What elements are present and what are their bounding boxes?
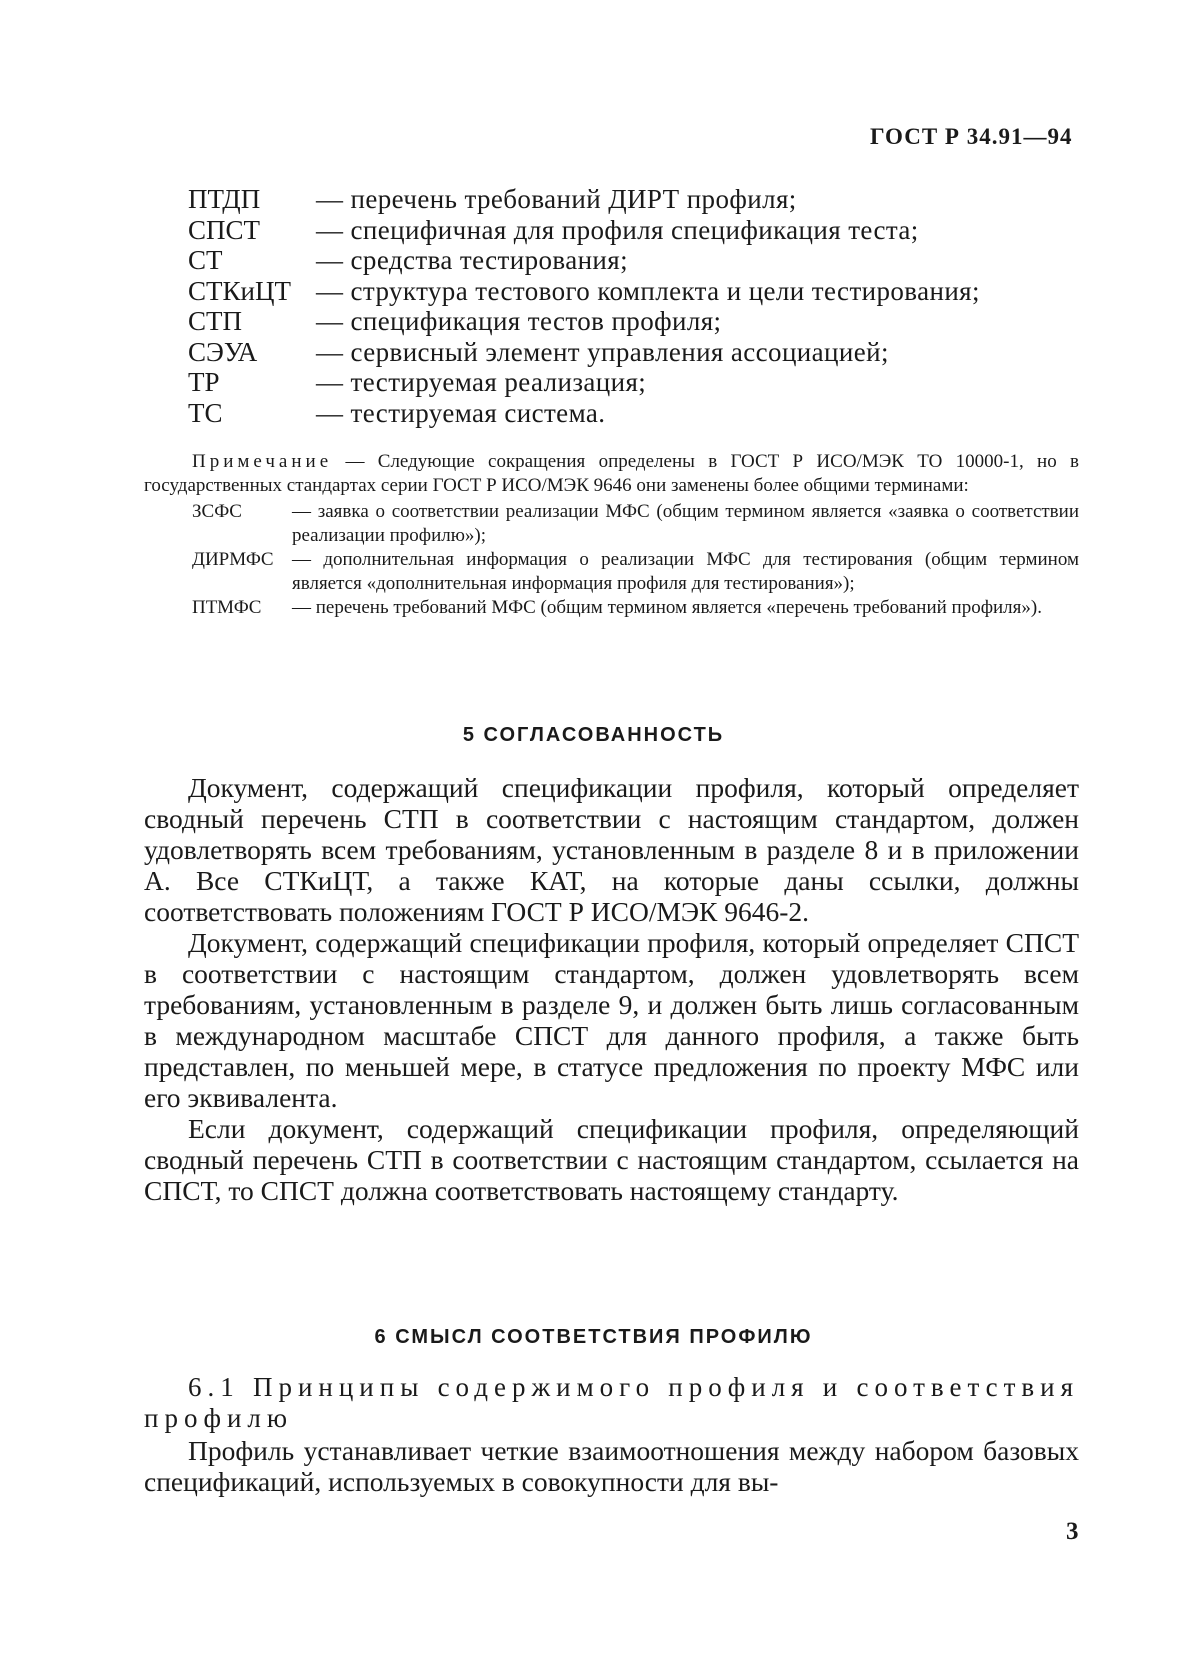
abbreviation-row bbox=[188, 215, 1088, 246]
abbreviation-row bbox=[188, 398, 1088, 429]
paragraph: Документ, содержащий спецификации профиля, который определяет СПСТ в соответствии с настоящим стандартом, должен удовлетворять всем требованиям, установленным в разделе 9, и должен быть лишь согласованным в международном масштабе СПСТ для данного профиля, а также быть представлен, по меньшей мере, в статусе предложения по проекту МФС или его эквивалента. bbox=[144, 927, 1079, 1113]
note-label: Примечание bbox=[192, 451, 333, 472]
abbreviation-row bbox=[188, 337, 1088, 368]
abbreviation-row bbox=[188, 184, 1088, 215]
paragraph: Если документ, содержащий спецификации профиля, определяющий сводный перечень СТП в соответствии с настоящим стандартом, ссылается на СПСТ, то СПСТ должна соответствовать настоящему стандарту. bbox=[144, 1113, 1079, 1206]
note-item bbox=[144, 596, 1079, 620]
note-item bbox=[144, 548, 1079, 596]
abbreviation-term: СТКиЦТ bbox=[188, 275, 291, 306]
note-definition: — дополнительная информация о реализации МФС для тестирования (общим термином является «дополнительная информация профиля для тестирования»); bbox=[292, 549, 1079, 594]
abbreviation-row bbox=[188, 245, 1088, 276]
note-definition: — перечень требований МФС (общим термином является «перечень требований профиля»). bbox=[292, 597, 1042, 618]
abbreviation-term: ТС bbox=[188, 397, 223, 428]
note-intro-text: — Следующие сокращения определены в ГОСТ Р ИСО/МЭК ТО 10000-1, но в государственных стандартах серии ГОСТ Р ИСО/МЭК 9646 они заменены более общими терминами: bbox=[144, 451, 1079, 496]
abbreviation-term: СЭУА bbox=[188, 336, 258, 367]
abbreviation-row bbox=[188, 276, 1088, 307]
abbreviation-term: ТР bbox=[188, 367, 220, 397]
note-list bbox=[144, 500, 1079, 620]
note-definition: — заявка о соответствии реализации МФС (общим термином является «заявка о соответствии реализации профилю»); bbox=[292, 501, 1079, 546]
abbreviation-definition: — структура тестового комплекта и цели тестирования; bbox=[316, 275, 980, 306]
note-term: ЗСФС bbox=[192, 501, 242, 522]
note-term: ПТМФС bbox=[192, 597, 262, 618]
document-id: ГОСТ Р 34.91—94 bbox=[870, 124, 1073, 149]
abbreviation-definition: — спецификация тестов профиля; bbox=[316, 306, 722, 336]
section-5-title: 5 СОГЛАСОВАННОСТЬ bbox=[462, 724, 725, 746]
section-6-title: 6 СМЫСЛ СООТВЕТСТВИЯ ПРОФИЛЮ bbox=[374, 1326, 813, 1348]
abbreviation-row bbox=[188, 306, 1088, 337]
note-block bbox=[144, 450, 1079, 620]
abbreviation-definition: — перечень требований ДИРТ профиля; bbox=[316, 184, 797, 214]
abbreviation-row bbox=[188, 367, 1088, 398]
abbreviation-term: СТП bbox=[188, 306, 242, 336]
note-intro bbox=[144, 450, 1079, 498]
abbreviation-definition: — средства тестирования; bbox=[316, 245, 628, 275]
abbreviation-term: ПТДП bbox=[188, 184, 261, 214]
paragraph: Профиль устанавливает четкие взаимоотношения между набором базовых спецификаций, используемых в совокупности для вы- bbox=[144, 1435, 1079, 1497]
abbreviation-definition: — специфичная для профиля спецификация теста; bbox=[316, 214, 919, 245]
abbreviation-definition: — сервисный элемент управления ассоциацией; bbox=[316, 336, 889, 367]
abbreviation-term: СТ bbox=[188, 245, 223, 275]
abbreviation-term: СПСТ bbox=[188, 214, 261, 245]
section-5-body bbox=[144, 772, 1079, 1206]
paragraph: Документ, содержащий спецификации профиля, который определяет сводный перечень СТП в соответствии с настоящим стандартом, должен удовлетворять всем требованиям, установленным в разделе 8 и в приложении А. Все СТКиЦТ, а также КАТ, на которые даны ссылки, должны соответствовать положениям ГОСТ Р ИСО/МЭК 9646-2. bbox=[144, 772, 1079, 927]
abbreviation-list bbox=[188, 184, 1088, 428]
subsection-6-1-title: 6.1 Принципы содержимого профиля и соответствия профилю bbox=[144, 1372, 1079, 1433]
section-6-body bbox=[144, 1435, 1079, 1497]
page-number: 3 bbox=[1066, 1518, 1079, 1545]
abbreviation-definition: — тестируемая система. bbox=[316, 397, 606, 428]
abbreviation-definition: — тестируемая реализация; bbox=[316, 367, 647, 397]
note-item bbox=[144, 500, 1079, 548]
note-term: ДИРМФС bbox=[192, 549, 274, 570]
